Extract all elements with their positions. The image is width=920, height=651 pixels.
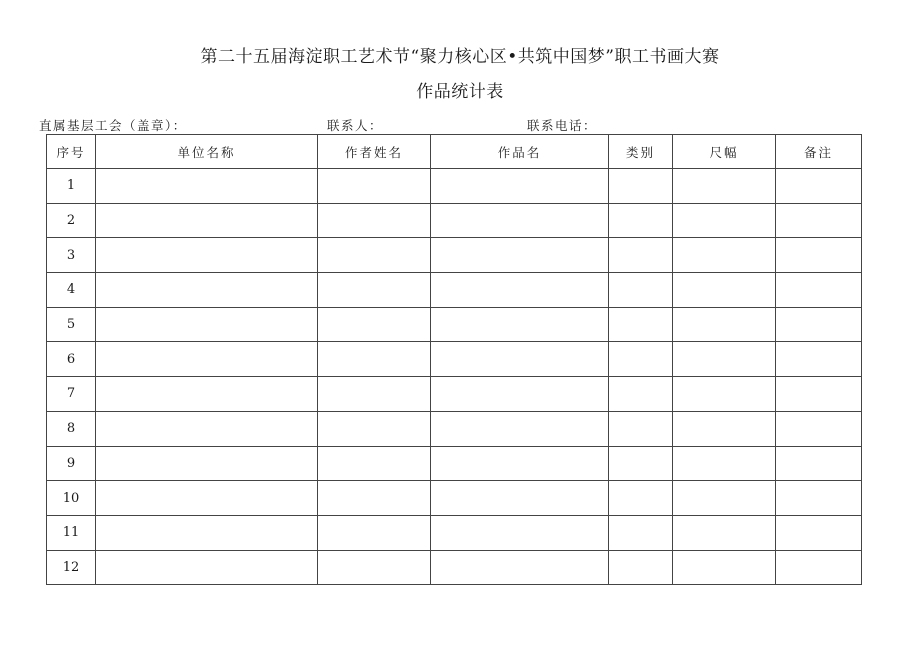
category-cell[interactable] (609, 377, 673, 412)
remarks-cell[interactable] (776, 342, 862, 377)
unit-name-cell[interactable] (96, 481, 318, 516)
remarks-cell[interactable] (776, 203, 862, 238)
size-cell[interactable] (673, 342, 776, 377)
size-cell[interactable] (673, 203, 776, 238)
category-cell[interactable] (609, 342, 673, 377)
header-unit-name: 单位名称 (96, 135, 318, 169)
size-cell[interactable] (673, 481, 776, 516)
header-work-title: 作品名 (431, 135, 609, 169)
remarks-cell[interactable] (776, 169, 862, 204)
remarks-cell[interactable] (776, 411, 862, 446)
table-row (47, 342, 862, 377)
author-name-cell[interactable] (318, 203, 431, 238)
unit-name-cell[interactable] (96, 307, 318, 342)
table-row (47, 550, 862, 585)
author-name-cell[interactable] (318, 377, 431, 412)
author-name-cell[interactable] (318, 342, 431, 377)
entries-table (46, 134, 862, 585)
row-number: 12 (47, 550, 96, 585)
row-number: 10 (47, 481, 96, 516)
remarks-cell[interactable] (776, 238, 862, 273)
unit-name-cell[interactable] (96, 238, 318, 273)
size-cell[interactable] (673, 169, 776, 204)
author-name-cell[interactable] (318, 169, 431, 204)
unit-name-cell[interactable] (96, 446, 318, 481)
unit-name-cell[interactable] (96, 273, 318, 308)
work-title-cell[interactable] (431, 377, 609, 412)
table-row (47, 481, 862, 516)
remarks-cell[interactable] (776, 273, 862, 308)
table-row (47, 446, 862, 481)
category-cell[interactable] (609, 515, 673, 550)
union-seal-label: 直属基层工会（盖章）： (39, 118, 187, 133)
remarks-cell[interactable] (776, 446, 862, 481)
category-cell[interactable] (609, 481, 673, 516)
unit-name-cell[interactable] (96, 342, 318, 377)
work-title-cell[interactable] (431, 515, 609, 550)
form-subtitle: 作品统计表 (416, 82, 504, 102)
table-row (47, 307, 862, 342)
category-cell[interactable] (609, 238, 673, 273)
unit-name-cell[interactable] (96, 203, 318, 238)
size-cell[interactable] (673, 273, 776, 308)
header-serial-number: 序号 (47, 135, 96, 169)
author-name-cell[interactable] (318, 481, 431, 516)
row-number: 8 (47, 411, 96, 446)
unit-name-cell[interactable] (96, 411, 318, 446)
unit-name-cell[interactable] (96, 515, 318, 550)
table-row (47, 238, 862, 273)
size-cell[interactable] (673, 446, 776, 481)
row-number: 9 (47, 446, 96, 481)
row-number: 5 (47, 307, 96, 342)
header-size: 尺幅 (673, 135, 776, 169)
category-cell[interactable] (609, 550, 673, 585)
category-cell[interactable] (609, 411, 673, 446)
row-number: 2 (47, 203, 96, 238)
work-title-cell[interactable] (431, 203, 609, 238)
table-row (47, 377, 862, 412)
remarks-cell[interactable] (776, 481, 862, 516)
author-name-cell[interactable] (318, 411, 431, 446)
category-cell[interactable] (609, 307, 673, 342)
work-title-cell[interactable] (431, 238, 609, 273)
header-remarks: 备注 (776, 135, 862, 169)
table-header-row (47, 135, 862, 169)
remarks-cell[interactable] (776, 515, 862, 550)
work-title-cell[interactable] (431, 273, 609, 308)
row-number: 4 (47, 273, 96, 308)
remarks-cell[interactable] (776, 377, 862, 412)
row-number: 6 (47, 342, 96, 377)
work-title-cell[interactable] (431, 550, 609, 585)
work-title-cell[interactable] (431, 342, 609, 377)
size-cell[interactable] (673, 307, 776, 342)
header-author-name: 作者姓名 (318, 135, 431, 169)
category-cell[interactable] (609, 446, 673, 481)
table-row (47, 411, 862, 446)
row-number: 1 (47, 169, 96, 204)
author-name-cell[interactable] (318, 273, 431, 308)
category-cell[interactable] (609, 203, 673, 238)
size-cell[interactable] (673, 238, 776, 273)
work-title-cell[interactable] (431, 446, 609, 481)
work-title-cell[interactable] (431, 481, 609, 516)
table-row (47, 203, 862, 238)
size-cell[interactable] (673, 411, 776, 446)
work-title-cell[interactable] (431, 411, 609, 446)
work-title-cell[interactable] (431, 169, 609, 204)
category-cell[interactable] (609, 169, 673, 204)
size-cell[interactable] (673, 377, 776, 412)
row-number: 11 (47, 515, 96, 550)
table-row (47, 515, 862, 550)
size-cell[interactable] (673, 515, 776, 550)
unit-name-cell[interactable] (96, 377, 318, 412)
author-name-cell[interactable] (318, 515, 431, 550)
work-title-cell[interactable] (431, 307, 609, 342)
author-name-cell[interactable] (318, 238, 431, 273)
row-number: 7 (47, 377, 96, 412)
size-cell[interactable] (673, 550, 776, 585)
header-category: 类别 (609, 135, 673, 169)
author-name-cell[interactable] (318, 307, 431, 342)
unit-name-cell[interactable] (96, 169, 318, 204)
table-body (47, 169, 862, 585)
author-name-cell[interactable] (318, 550, 431, 585)
contact-person-label: 联系人： (327, 118, 384, 133)
table-row (47, 273, 862, 308)
category-cell[interactable] (609, 273, 673, 308)
contact-phone-label: 联系电话： (527, 118, 598, 133)
author-name-cell[interactable] (318, 446, 431, 481)
unit-name-cell[interactable] (96, 550, 318, 585)
table-row (47, 169, 862, 204)
remarks-cell[interactable] (776, 307, 862, 342)
row-number: 3 (47, 238, 96, 273)
form-title: 第二十五届海淀职工艺术节“聚力核心区•共筑中国梦”职工书画大赛 (200, 47, 720, 67)
remarks-cell[interactable] (776, 550, 862, 585)
